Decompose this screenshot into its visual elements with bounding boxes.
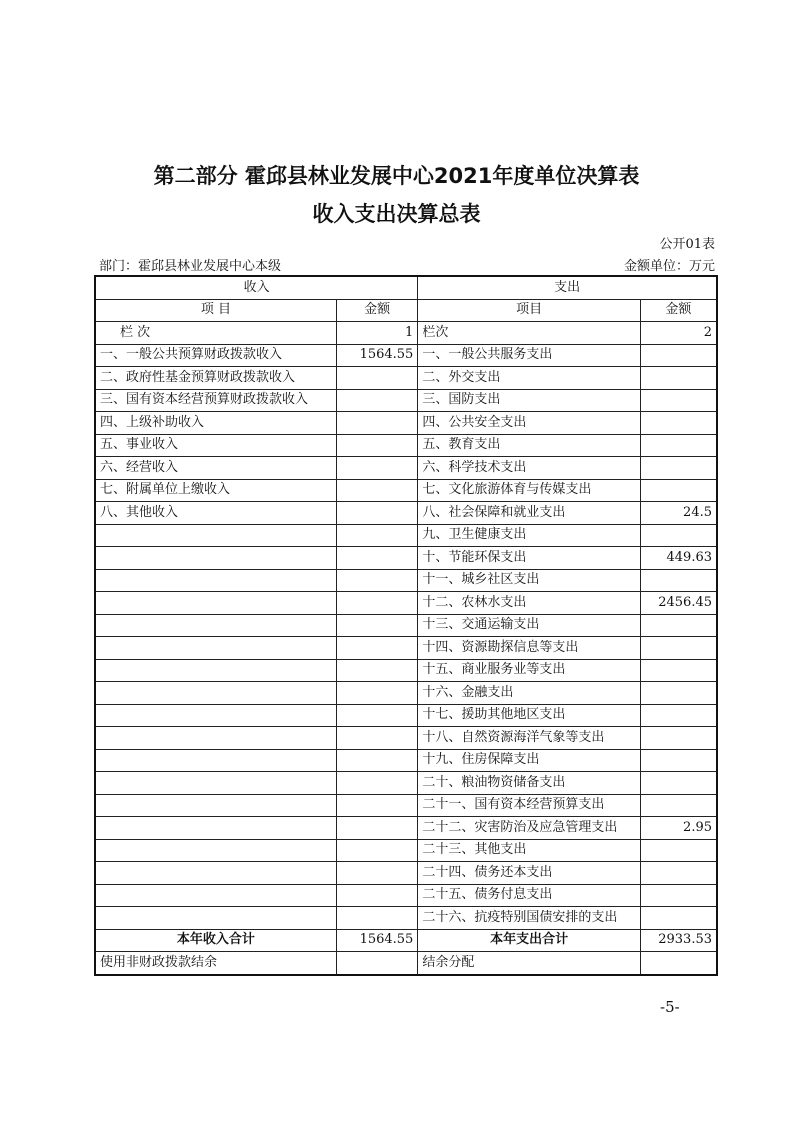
expense-amount [640,637,717,660]
income-item [95,862,336,885]
expense-amount [640,884,717,907]
table-row [95,412,717,435]
expense-amount [640,862,717,885]
table-row [95,907,717,930]
expense-item: 三、国防支出 [418,389,641,412]
expense-item: 二十一、国有资本经营预算支出 [418,794,641,817]
column-header-row [95,299,717,322]
expense-item: 十二、农林水支出 [418,592,641,615]
expense-amount [640,569,717,592]
income-amount [336,907,417,930]
table-row [95,614,717,637]
income-amount [336,794,417,817]
expense-item: 二十四、债务还本支出 [418,862,641,885]
expense-item: 二十五、债务付息支出 [418,884,641,907]
expense-amount [640,749,717,772]
table-row [95,479,717,502]
expense-amount: 2456.45 [640,592,717,615]
income-item [95,592,336,615]
income-amount [336,569,417,592]
income-item: 一、一般公共预算财政拨款收入 [95,344,336,367]
income-item [95,704,336,727]
income-item: 七、附属单位上缴收入 [95,479,336,502]
table-row [95,547,717,570]
expense-item: 十五、商业服务业等支出 [418,659,641,682]
table-row [95,772,717,795]
income-item [95,727,336,750]
income-amount [336,457,417,480]
income-amount [336,862,417,885]
income-amount [336,637,417,660]
expense-item: 五、教育支出 [418,434,641,457]
expense-item: 本年支出合计 [418,929,641,952]
income-amount [336,547,417,570]
expense-item: 二十三、其他支出 [418,839,641,862]
table-row [95,794,717,817]
income-amount: 1564.55 [336,344,417,367]
income-amount [336,367,417,390]
income-amount [336,389,417,412]
col-label-right: 栏次 [418,322,641,345]
income-item [95,749,336,772]
expense-amount: 449.63 [640,547,717,570]
income-item [95,524,336,547]
expense-amount [640,704,717,727]
expense-amount [640,344,717,367]
income-header: 收入 [95,276,418,299]
unit-label: 金额单位：万元 [623,259,715,274]
amount-header-right: 金额 [640,299,717,322]
expense-amount [640,907,717,930]
income-item: 三、国有资本经营预算财政拨款收入 [95,389,336,412]
form-number: 公开01表 [659,237,715,252]
income-amount [336,682,417,705]
income-item: 使用非财政拨款结余 [95,952,336,975]
expense-item: 十一、城乡社区支出 [418,569,641,592]
expense-header: 支出 [418,276,717,299]
expense-amount [640,479,717,502]
table-title: 收入支出决算总表 [312,202,481,226]
expense-item: 八、社会保障和就业支出 [418,502,641,525]
income-item: 四、上级补助收入 [95,412,336,435]
expense-item: 十、节能环保支出 [418,547,641,570]
income-item [95,614,336,637]
income-item [95,794,336,817]
income-amount [336,839,417,862]
income-item [95,884,336,907]
table-row [95,569,717,592]
balance-row [95,952,717,975]
income-item [95,547,336,570]
income-item [95,907,336,930]
expense-item: 十六、金融支出 [418,682,641,705]
department-label: 部门：霍邱县林业发展中心本级 [99,259,282,274]
income-amount: 1564.55 [336,929,417,952]
expense-item: 二十、粮油物资储备支出 [418,772,641,795]
table-row [95,344,717,367]
expense-item: 十四、资源勘探信息等支出 [418,637,641,660]
expense-amount: 2933.53 [640,929,717,952]
column-number-row [95,322,717,345]
expense-amount [640,614,717,637]
expense-amount [640,794,717,817]
income-amount [336,659,417,682]
expense-item: 二十六、抗疫特别国债安排的支出 [418,907,641,930]
table-row [95,502,717,525]
amount-header-left: 金额 [336,299,417,322]
expense-item: 十九、住房保障支出 [418,749,641,772]
total-row [95,929,717,952]
expense-item: 六、科学技术支出 [418,457,641,480]
income-item: 五、事业收入 [95,434,336,457]
table-row [95,749,717,772]
col-label-left: 栏 次 [95,322,336,345]
section-header-row [95,276,717,299]
expense-amount [640,839,717,862]
income-expense-table [94,275,718,976]
income-amount [336,592,417,615]
col-num-right: 2 [640,322,717,345]
expense-item: 二十二、灾害防治及应急管理支出 [418,817,641,840]
expense-amount [640,524,717,547]
table-row [95,839,717,862]
expense-amount [640,457,717,480]
table-row [95,682,717,705]
income-item [95,569,336,592]
income-item [95,839,336,862]
expense-amount [640,727,717,750]
table-row [95,524,717,547]
income-item [95,817,336,840]
expense-amount [640,682,717,705]
income-amount [336,952,417,975]
expense-amount: 24.5 [640,502,717,525]
page-number: -5- [660,998,680,1016]
income-amount [336,524,417,547]
income-item: 八、其他收入 [95,502,336,525]
expense-item: 十八、自然资源海洋气象等支出 [418,727,641,750]
table-row [95,457,717,480]
table-row [95,659,717,682]
table-row [95,637,717,660]
expense-amount [640,389,717,412]
income-item: 本年收入合计 [95,929,336,952]
income-item: 二、政府性基金预算财政拨款收入 [95,367,336,390]
page-title: 第二部分 霍邱县林业发展中心2021年度单位决算表 [153,164,640,188]
income-amount [336,434,417,457]
income-amount [336,817,417,840]
table-row [95,704,717,727]
income-amount [336,502,417,525]
expense-amount: 2.95 [640,817,717,840]
income-amount [336,614,417,637]
income-item [95,682,336,705]
expense-amount [640,367,717,390]
table-row [95,367,717,390]
income-item [95,659,336,682]
expense-item: 七、文化旅游体育与传媒支出 [418,479,641,502]
expense-amount [640,952,717,975]
expense-item: 十七、援助其他地区支出 [418,704,641,727]
income-amount [336,749,417,772]
col-num-left: 1 [336,322,417,345]
item-header-right: 项目 [418,299,641,322]
table-row [95,389,717,412]
income-item [95,772,336,795]
expense-item: 四、公共安全支出 [418,412,641,435]
table-row [95,434,717,457]
income-amount [336,479,417,502]
table-row [95,862,717,885]
table-row [95,884,717,907]
income-item: 六、经营收入 [95,457,336,480]
income-amount [336,412,417,435]
income-amount [336,727,417,750]
table-row [95,592,717,615]
expense-item: 十三、交通运输支出 [418,614,641,637]
income-amount [336,704,417,727]
expense-amount [640,772,717,795]
table-row [95,817,717,840]
expense-amount [640,434,717,457]
expense-item: 九、卫生健康支出 [418,524,641,547]
expense-amount [640,412,717,435]
expense-amount [640,659,717,682]
expense-item: 二、外交支出 [418,367,641,390]
income-amount [336,772,417,795]
income-amount [336,884,417,907]
income-item [95,637,336,660]
expense-item: 一、一般公共服务支出 [418,344,641,367]
expense-item: 结余分配 [418,952,641,975]
item-header-left: 项 目 [95,299,336,322]
table-row [95,727,717,750]
